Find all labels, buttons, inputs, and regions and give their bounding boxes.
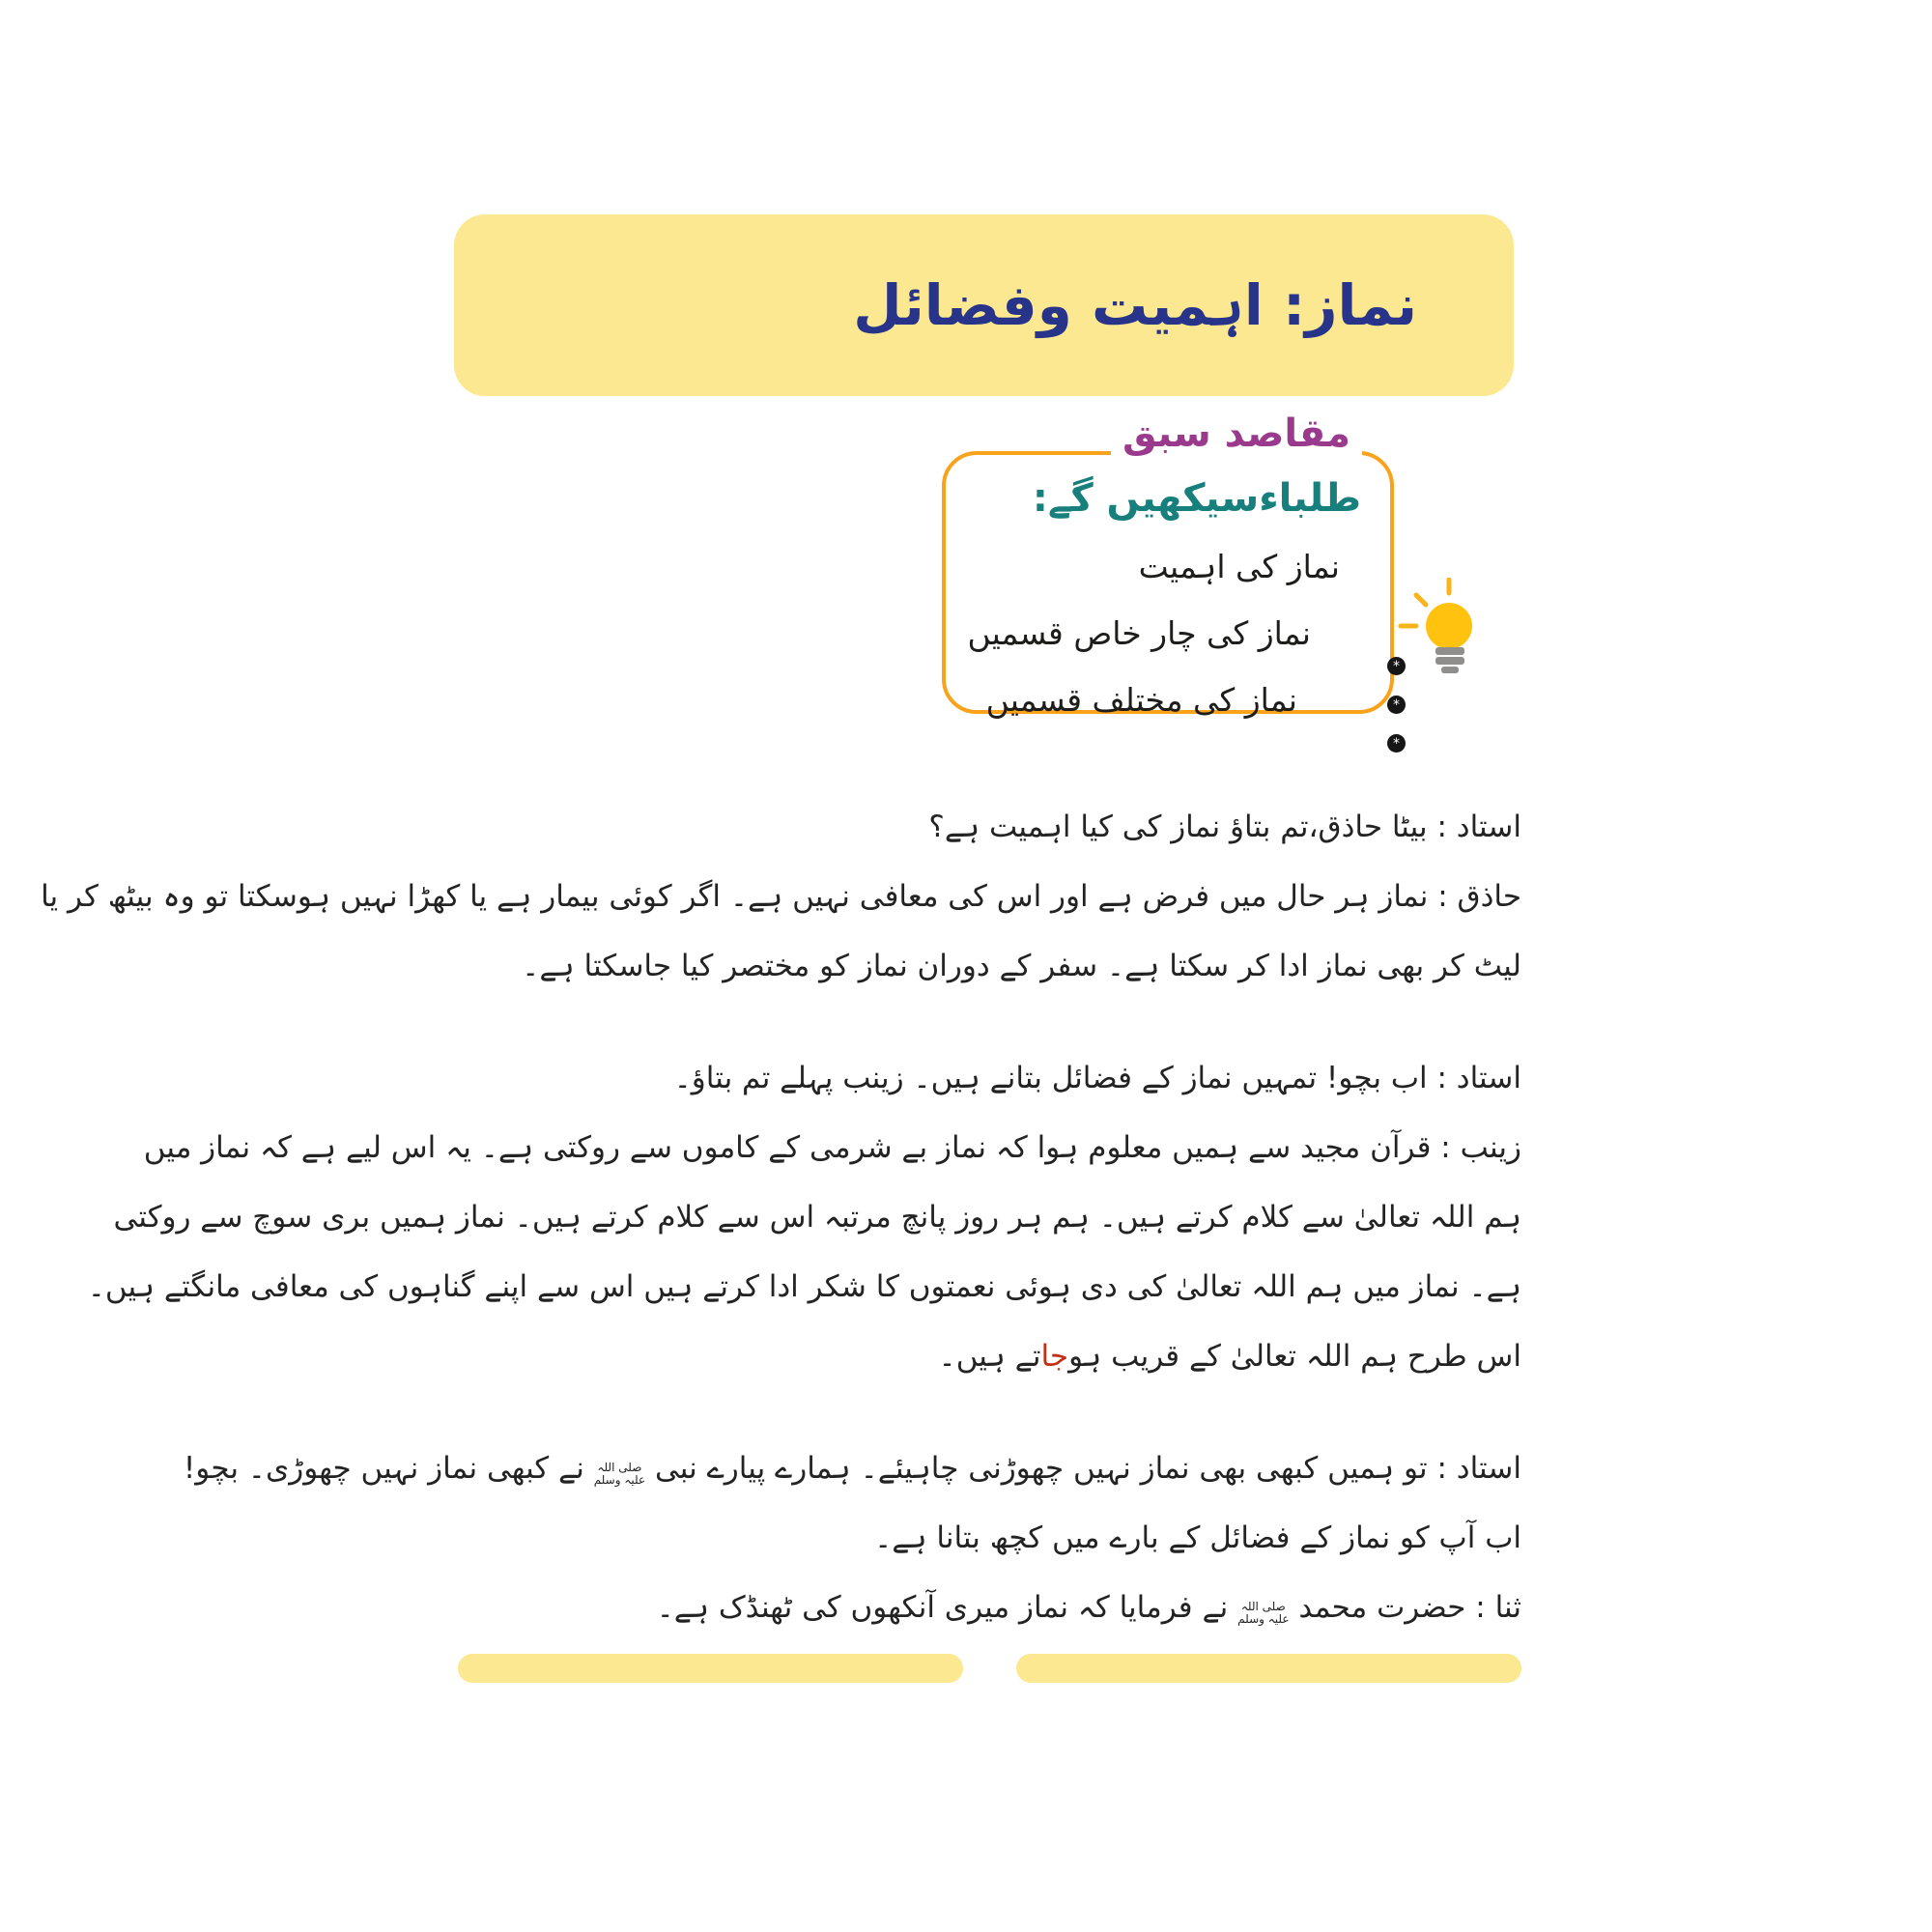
- footer-bar-left: [458, 1654, 963, 1683]
- objective-item: نماز کی مختلف قسمیں: [985, 681, 1297, 719]
- dialogue-line: اب آپ کو نماز کے فضائل کے بارے میں کچھ بتانا ہے۔: [874, 1520, 1521, 1555]
- objectives-heading: مقاصد سبق: [1111, 410, 1362, 458]
- objectives-box: [942, 451, 1394, 719]
- bullet-glyph: *: [1393, 696, 1400, 713]
- dialogue-line: زینب : قرآن مجید سے ہمیں معلوم ہوا کہ نماز بے شرمی کے کاموں سے روکتی ہے۔ یہ اس لیے ہے کہ نماز میں: [143, 1130, 1521, 1165]
- dialogue: [41, 792, 1521, 1642]
- lesson-banner: [454, 214, 1514, 396]
- dialogue-line: [365, 1321, 1521, 1391]
- pbuh-bottom: علیہ وسلم: [593, 1473, 646, 1487]
- dialogue-line: ہے۔ نماز میں ہم اللہ تعالیٰ کی دی ہوئی نعمتوں کا شکر ادا کرتے ہیں اس سے اپنے گناہوں کی معافی مانگتے ہیں۔: [87, 1269, 1521, 1304]
- bullet-glyph: *: [1393, 735, 1400, 752]
- dialogue-line: حاذق : نماز ہر حال میں فرض ہے اور اس کی معافی نہیں ہے۔ اگر کوئی بیمار ہے یا کھڑا نہیں ہوسکتا تو وہ بیٹھ کر یا: [41, 879, 1521, 914]
- bullet-dot-icon: [1387, 734, 1406, 753]
- pbuh-mark: [1237, 1601, 1289, 1626]
- objective-item: نماز کی اہمیت: [1138, 548, 1340, 585]
- line-text: تے ہیں۔: [938, 1339, 1041, 1374]
- bullet-dot-icon: [1387, 696, 1406, 714]
- objectives-subheading: طلباءسیکھیں گے:: [1032, 476, 1361, 521]
- dialogue-line: [365, 1573, 1521, 1642]
- line-text: استاد : تو ہمیں کبھی بھی نماز نہیں چھوڑنی چاہیئے۔ ہمارے پیارے نبی: [645, 1451, 1521, 1486]
- pbuh-bottom: علیہ وسلم: [1237, 1612, 1290, 1626]
- pbuh-top: صلی اللہ: [1240, 1600, 1286, 1613]
- pbuh-top: صلی اللہ: [597, 1461, 642, 1474]
- line-text: نے کبھی نماز نہیں چھوڑی۔ بچو!: [183, 1451, 594, 1486]
- bullet-glyph: *: [1393, 658, 1400, 674]
- lightbulb-icon: [1395, 578, 1484, 682]
- footer-bar-right: [1016, 1654, 1521, 1683]
- dialogue-line: ہم اللہ تعالیٰ سے کلام کرتے ہیں۔ ہم ہر روز پانچ مرتبہ اس سے کلام کرتے ہیں۔ نماز ہمیں بری سوچ سے روکتی: [113, 1200, 1521, 1235]
- objective-item: نماز کی چار خاص قسمیں: [967, 614, 1311, 652]
- dialogue-line: استاد : اب بچو! تمہیں نماز کے فضائل بتانے ہیں۔ زینب پہلے تم بتاؤ۔: [673, 1061, 1521, 1095]
- dialogue-line: لیٹ کر بھی نماز ادا کر سکتا ہے۔ سفر کے دوران نماز کو مختصر کیا جاسکتا ہے۔: [522, 949, 1521, 983]
- line-text: نے فرمایا کہ نماز میری آنکھوں کی ٹھنڈک ہے۔: [656, 1590, 1238, 1625]
- pbuh-mark: [594, 1462, 645, 1487]
- line-text: اس طرح ہم اللہ تعالیٰ کے قریب ہو: [1068, 1339, 1521, 1374]
- page-title: نماز: اہمیت وفضائل: [853, 272, 1417, 338]
- line-text: ثنا : حضرت محمد: [1289, 1590, 1521, 1625]
- red-highlight: جا: [1040, 1339, 1069, 1374]
- dialogue-line: استاد : بیٹا حاذق،تم بتاؤ نماز کی کیا اہمیت ہے؟: [928, 810, 1521, 844]
- bullet-dot-icon: [1387, 657, 1406, 675]
- dialogue-line: [183, 1434, 1521, 1503]
